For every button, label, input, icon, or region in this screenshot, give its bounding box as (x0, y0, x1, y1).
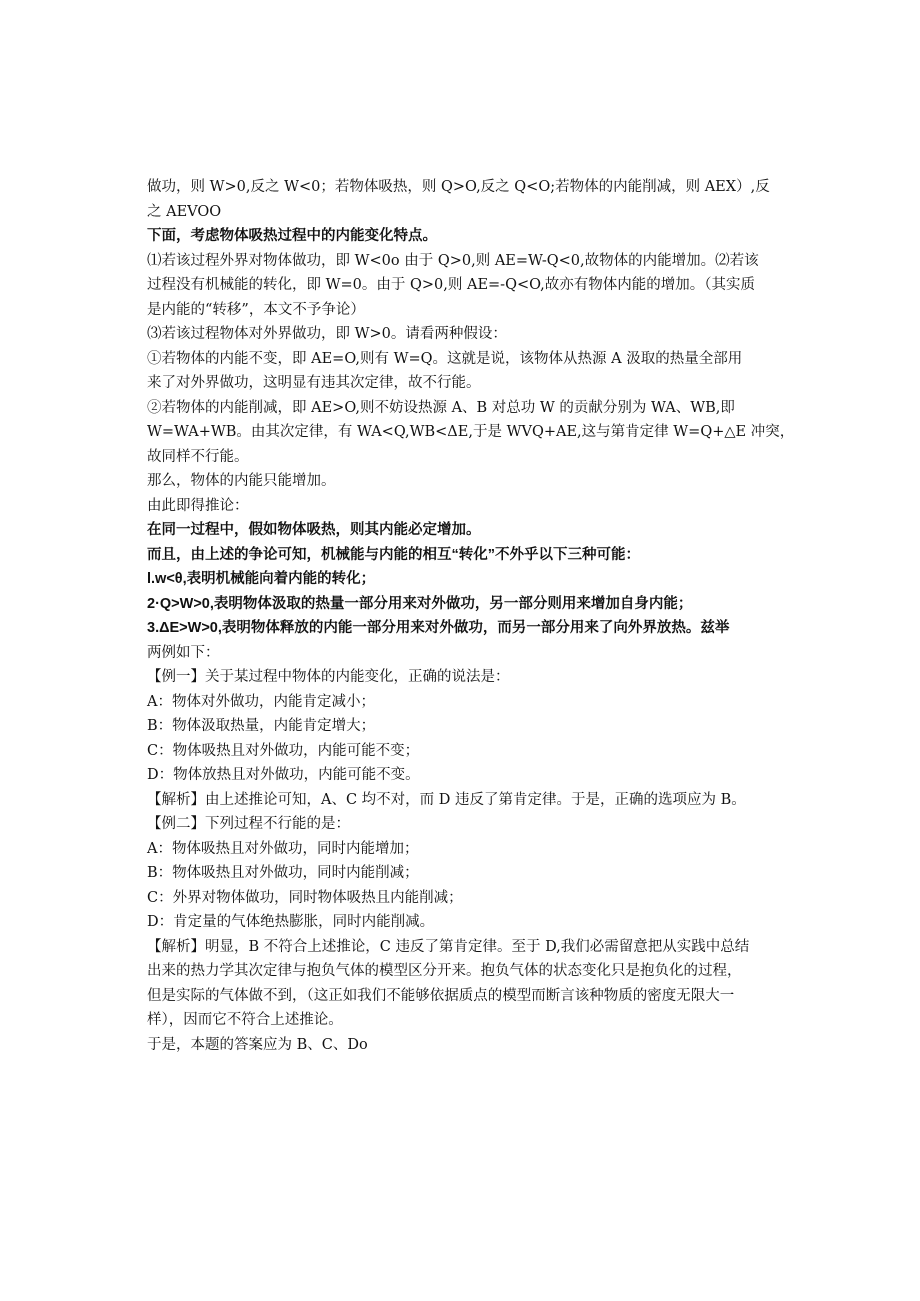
option-line: D：肯定量的气体绝热膨胀，同时内能削减。 (147, 914, 435, 930)
text-line: ⑴若该过程外界对物体做功，即 W<0o 由于 Q>0,则 AE=W-Q<0,故物体的内能增加。⑵若该 (147, 252, 759, 269)
text-line: 之 AEVOO (147, 203, 222, 220)
option-line: C：外界对物体做功，同时物体吸热且内能削减； (147, 889, 463, 906)
text-line: 两例如下： (147, 644, 220, 661)
option-line: B：物体汲取热量，内能肯定增大； (147, 718, 376, 734)
text-line: 故同样不行能。 (147, 448, 249, 465)
section-heading: 下面，考虑物体吸热过程中的内能变化特点。 (147, 228, 437, 244)
text-line: 那么，物体的内能只能增加。 (147, 473, 336, 489)
conclusion-line: 3.ΔE>W>0,表明物体释放的内能一部分用来对外做功，而另一部分用来了向外界放热。兹举 (147, 620, 730, 636)
example-heading: 【例二】下列过程不行能的是： (147, 816, 350, 832)
analysis-line: 但是实际的气体做不到，（这正如我们不能够依据质点的模型而断言该种物质的密度无限大一 (147, 987, 735, 1004)
analysis-line: 样），因而它不符合上述推论。 (147, 1012, 343, 1028)
text-line: 来了对外界做功，这明显有违其次定律，故不行能。 (147, 375, 481, 391)
option-line: A：物体吸热且对外做功，同时内能增加； (147, 840, 419, 857)
option-line: C：物体吸热且对外做功，内能可能不变； (147, 742, 420, 759)
example-heading: 【例一】关于某过程中物体的内能变化，正确的说法是： (147, 669, 510, 685)
answer-line: 于是，本题的答案应为 B、C、Do (147, 1036, 368, 1053)
conclusion-line: l.w<θ,表明机械能向着内能的转化； (147, 571, 376, 587)
analysis-line: 【解析】明显，B 不符合上述推论，C 违反了第肯定律。至于 D,我们必需留意把从实践中总结 (147, 938, 750, 955)
conclusion-line: 而且，由上述的争论可知，机械能与内能的相互“转化”不外乎以下三种可能： (147, 546, 640, 563)
conclusion-line: 在同一过程中，假如物体吸热，则其内能必定增加。 (147, 522, 481, 538)
text-line: W=WA+WB。由其次定律，有 WA<Q,WB<ΔE,于是 WVQ+AE,这与第肯定律 W=Q+△E 冲突， (147, 424, 795, 440)
option-line: D：物体放热且对外做功，内能可能不变。 (147, 767, 420, 783)
text-line: 过程没有机械能的转化，即 W=0。由于 Q>0,则 AE=-Q<O,故亦有物体内能的增加。（其实质 (147, 277, 756, 293)
option-line: B：物体吸热且对外做功，同时内能削减； (147, 865, 419, 881)
analysis-line: 出来的热力学其次定律与抱负气体的模型区分开来。抱负气体的状态变化只是抱负化的过程， (147, 963, 742, 979)
option-line: A：物体对外做功，内能肯定减小； (147, 693, 375, 710)
analysis-line: 【解析】由上述推论可知，A、C 均不对，而 D 违反了第肯定律。于是，正确的选项应为 B。 (147, 791, 746, 808)
text-line: ②若物体的内能削减，即 AE>O,则不妨设热源 A、B 对总功 W 的贡献分别为 WA、WB,即 (147, 399, 735, 416)
text-line: 做功，则 W>0,反之 W<0；若物体吸热，则 Q>O,反之 Q<O;若物体的内能削减，则 AEX）,反 (147, 179, 770, 195)
text-line: ①若物体的内能不变，即 AE=O,则有 W=Q。这就是说，该物体从热源 A 汲取的热量全部用 (147, 350, 743, 367)
text-line: 由此即得推论： (147, 497, 249, 514)
text-line: 是内能的“转移”，本文不予争论） (147, 301, 365, 318)
text-line: ⑶若该过程物体对外界做功，即 W>0。请看两种假设： (147, 326, 507, 342)
document-body (147, 175, 797, 1057)
conclusion-line: 2·Q>W>0,表明物体汲取的热量一部分用来对外做功，另一部分则用来增加自身内能； (147, 595, 693, 612)
